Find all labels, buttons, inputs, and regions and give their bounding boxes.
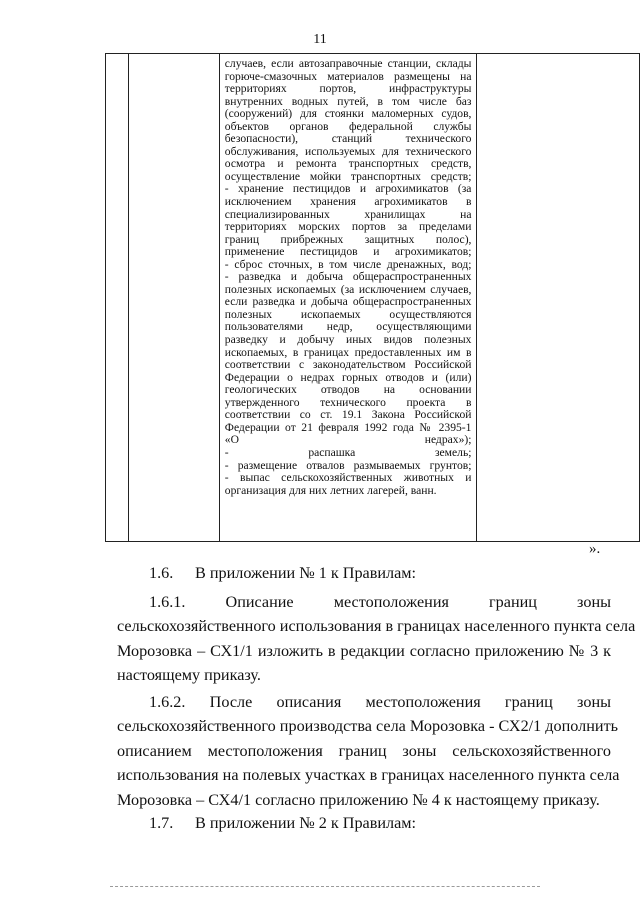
table-text-line: - выпас сельскохозяйственных животных и (224, 471, 472, 485)
table-text-line: - хранение пестицидов и агрохимикатов (за (224, 182, 472, 196)
paragraph-line: сельскохозяйственного использования в границах населенного пункта села (117, 617, 636, 636)
regulations-table (105, 53, 640, 542)
table-text-line: применение пестицидов и агрохимикатов; (224, 245, 472, 259)
closing-quote: ». (589, 541, 601, 557)
table-text-line: соответствии с законодательством Российской (224, 358, 472, 372)
table-text-line: разведку и добычу иных видов полезных (224, 333, 472, 347)
table-text-line: Федерации от 21 февраля 1992 года № 2395-1 (224, 420, 472, 434)
paragraph-line: 1.6.2. После описания местоположения границ зоны (149, 693, 611, 711)
table-text-line: полезных ископаемых осуществляются (224, 307, 472, 321)
paragraph-line: использования на полевых участках в границах населенного пункта села (117, 766, 620, 785)
paragraph-1-6-2 (117, 690, 620, 812)
section-number: 1.6. (149, 564, 174, 582)
paragraph-line: сельскохозяйственного производства села Морозовка - СХ2/1 дополнить (117, 717, 619, 736)
table-text-line: геологических отводов на основании (224, 383, 472, 397)
paragraph-line: 1.6.1. Описание местоположения границ зоны (149, 593, 611, 611)
paragraph-line: Морозовка – СХ4/1 согласно приложению № 4 к настоящему приказу. (117, 790, 600, 809)
page-number: 11 (313, 32, 327, 47)
table-text-line: соответствии со ст. 19.1 Закона Российской (224, 408, 472, 422)
section-title: В приложении № 1 к Правилам: (195, 564, 417, 582)
table-text-line: пользователями недр, осуществляющими (224, 320, 472, 334)
table-cell-description (219, 54, 477, 542)
table-text-line: утвержденного технического проекта в (224, 395, 472, 409)
table-text-line: Федерации о недрах горных отводов и (или) (224, 370, 472, 384)
table-row (106, 54, 640, 542)
table-text-line: осуществление мойки транспортных средств; (224, 169, 472, 183)
table-text-line: границ прибрежных защитных полос), (224, 232, 472, 246)
paragraph-line: настоящему приказу. (117, 666, 261, 685)
table-text-line: если разведка и добыча общераспространенных (224, 295, 472, 309)
table-text-line: специализированных хранилищах на (224, 207, 472, 221)
table-text-line: - разведка и добыча общераспространенных (224, 270, 472, 284)
table-cell-number (106, 54, 129, 542)
table-cell-text (220, 54, 477, 541)
table-text-line: - распашка земель; (224, 445, 472, 459)
table-cell-notes (477, 54, 640, 542)
table-cell-name (128, 54, 219, 542)
paragraph-line: описанием местоположения границ зоны сельскохозяйственного (117, 741, 611, 760)
table-text-line: случаев, если автозаправочные станции, склады (224, 57, 472, 70)
table-text-line: безопасности), станций технического (224, 132, 472, 146)
table-text-line: - сброс сточных, в том числе дренажных, вод; (224, 257, 472, 271)
table-text-line: (сооружений) для стоянки маломерных судов, (224, 107, 472, 121)
table-text-line: осмотра и ремонта транспортных средств, (224, 157, 472, 171)
table-text-line: внутренних водных путей, в том числе баз (224, 94, 472, 108)
table-text-line: территориях морских портов за пределами (224, 220, 472, 234)
table-text-line: полезных ископаемых (за исключением случаев, (224, 282, 472, 296)
footer-rule (110, 886, 540, 887)
table-text-line: исключением хранения агрохимикатов в (224, 195, 472, 209)
table-text-line: обслуживания, используемых для технического (224, 144, 472, 158)
table-text-line: ископаемых, в границах предоставленных им в (224, 345, 472, 359)
table-text-line: организация для них летних лагерей, ванн. (224, 483, 437, 497)
section-1-6-heading (149, 564, 416, 583)
table-text-line: территориях портов, инфраструктуры (224, 82, 472, 96)
section-title: В приложении № 2 к Правилам: (195, 814, 417, 832)
paragraph-1-6-1 (117, 590, 636, 688)
table-text-line: - размещение отвалов размываемых грунтов; (224, 458, 472, 472)
section-number: 1.7. (149, 814, 174, 832)
section-1-7-heading (149, 814, 416, 833)
table-text-line: горюче-смазочных материалов размещены на (224, 69, 472, 83)
table-text-line: объектов органов федеральной службы (224, 119, 472, 133)
table-text-line: «О недрах»); (224, 433, 472, 447)
paragraph-line: Морозовка – СХ1/1 изложить в редакции согласно приложению № 3 к (117, 641, 611, 660)
